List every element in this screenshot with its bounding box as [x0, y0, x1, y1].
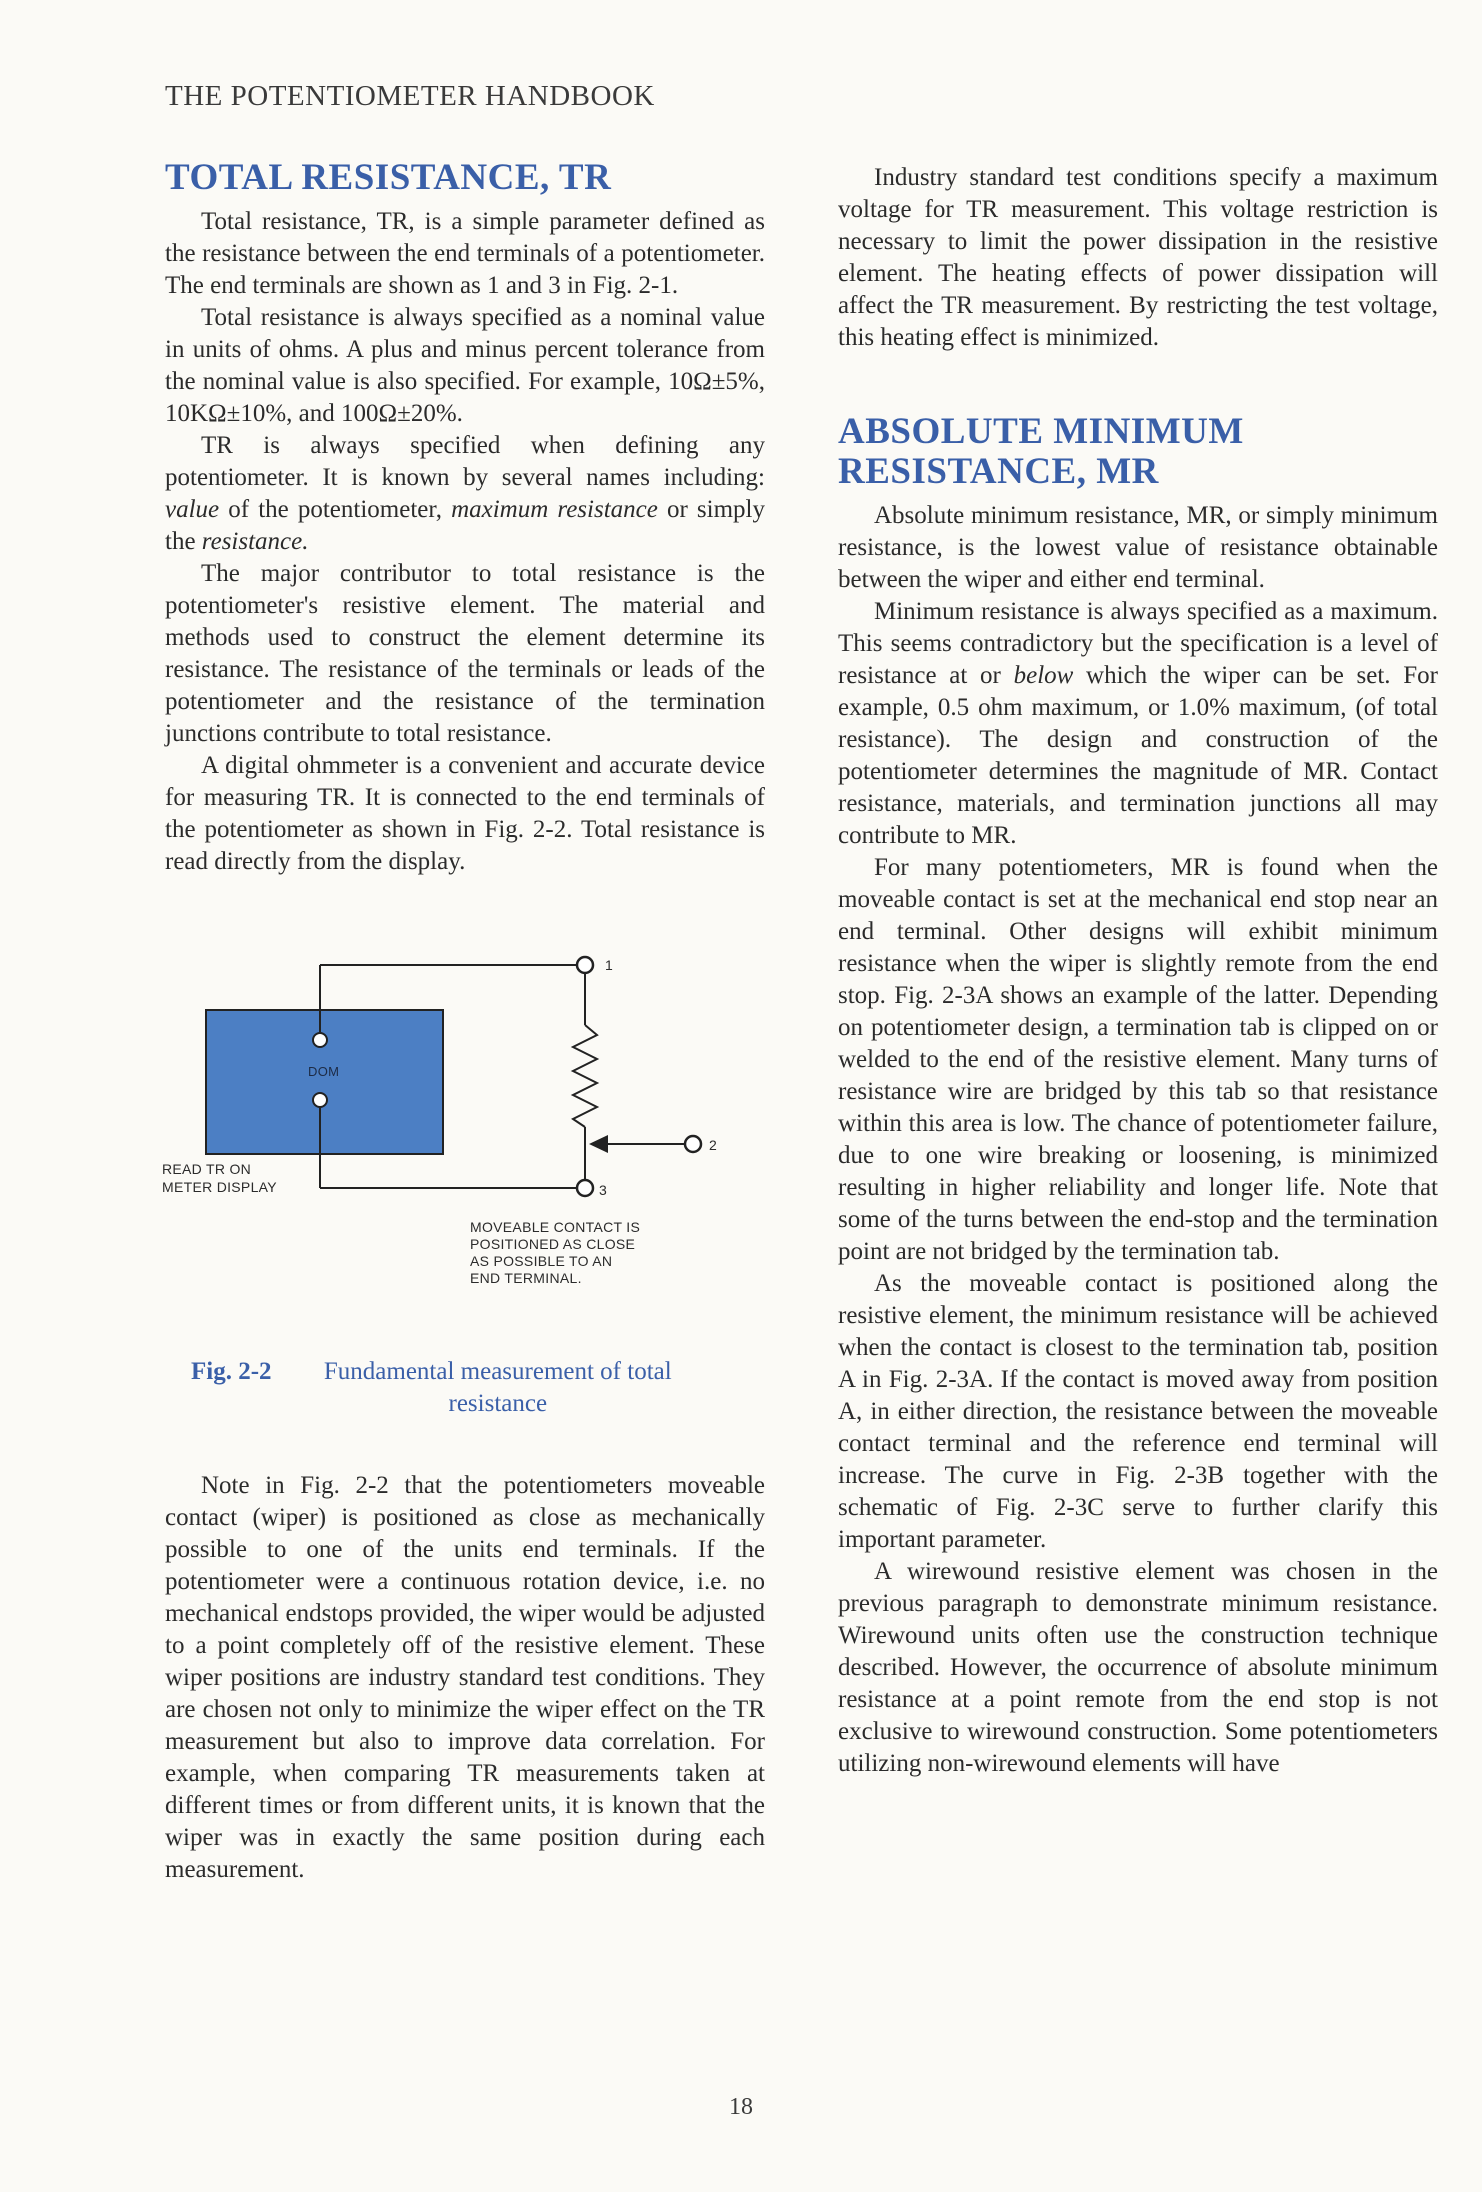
terminal-1	[577, 957, 593, 973]
meter-terminal-bottom	[313, 1093, 327, 1107]
paragraph: The major contributor to total resistance is the potentiometer's resistive element. The material and methods used to construct the element determine its resistance. The resistance of the terminals or leads of the potentiometer and the resistance of the termination junctions contribute to total resistance.	[165, 560, 765, 747]
section-heading-total-resistance: TOTAL RESISTANCE, TR	[165, 157, 612, 198]
terminal-1-label: 1	[605, 957, 614, 973]
paragraph: Absolute minimum resistance, MR, or simply minimum resistance, is the lowest value of resistance obtainable between the wiper and either end terminal.	[838, 502, 1438, 593]
wiper-note-line-3: AS POSSIBLE TO AN	[470, 1253, 613, 1269]
running-head: THE POTENTIOMETER HANDBOOK	[165, 80, 655, 112]
figure-caption-label: Fig. 2-2	[191, 1358, 272, 1385]
paragraph: TR is always specified when defining any potentiometer. It is known by several names including: value of the potentiometer, maximum resistance or simply the resistance.	[165, 432, 765, 555]
paragraph: Total resistance is always specified as a nominal value in units of ohms. A plus and minus percent tolerance from the nominal value is also specified. For example, 10Ω±5%, 10KΩ±10%, and 100Ω±20%.	[165, 304, 765, 427]
paragraph: Note in Fig. 2-2 that the potentiometers moveable contact (wiper) is positioned as close as mechanically possible to one of the units end terminals. If the potentiometer were a continuous rotation device, i.e. no mechanical endstops provided, the wiper would be adjusted to a point completely off of the resistive element. These wiper positions are industry standard test conditions. They are chosen not only to minimize the wiper effect on the TR measurement but also to improve data correlation. For example, when comparing TR measurements taken at different times or from different units, it is known that the wiper was in exactly the same position during each measurement.	[165, 1472, 765, 1883]
figure-caption-text: Fundamental measurement of total resistance	[323, 1358, 672, 1417]
read-label-line-2: METER DISPLAY	[162, 1179, 277, 1195]
right-column	[838, 162, 1438, 1780]
terminal-2	[685, 1136, 701, 1152]
paragraph: A wirewound resistive element was chosen in the previous paragraph to demonstrate minimum resistance. Wirewound units often use the construction technique described. However, the occurrence of absolute minimum resistance at a point remote from the end stop is not exclusive to wirewound construction. Some potentiometers utilizing non-wirewound elements will have	[838, 1558, 1438, 1777]
meter-terminal-top	[313, 1033, 327, 1047]
terminal-3	[577, 1180, 593, 1196]
page-number: 18	[729, 2094, 753, 2120]
wiper-note-line-4: END TERMINAL.	[470, 1270, 582, 1286]
left-column	[162, 157, 765, 1886]
paragraph: Minimum resistance is always specified as a maximum. This seems contradictory but the specification is a level of resistance at or below which the wiper can be set. For example, 0.5 ohm maximum, or 1.0% maximum, (of total resistance). The design and construction of the potentiometer determines the magnitude of MR. Contact resistance, materials, and termination junctions all may contribute to MR.	[838, 598, 1438, 849]
meter-label: DOM	[308, 1064, 340, 1079]
figure-2-2-diagram	[160, 950, 760, 1340]
ohmmeter-box	[206, 1010, 443, 1154]
wiper-note-line-1: MOVEABLE CONTACT IS	[470, 1219, 641, 1235]
terminal-2-label: 2	[709, 1137, 718, 1153]
resistor-zigzag	[573, 1025, 597, 1127]
paragraph: A digital ohmmeter is a convenient and accurate device for measuring TR. It is connected to the end terminals of the potentiometer as shown in Fig. 2-2. Total resistance is read directly from the display.	[165, 752, 765, 875]
terminal-3-label: 3	[599, 1182, 608, 1198]
paragraph: As the moveable contact is positioned along the resistive element, the minimum resistance will be achieved when the contact is closest to the termination tab, position A in Fig. 2-3A. If the contact is moved away from position A, in either direction, the resistance between the moveable contact terminal and the reference end terminal will increase. The curve in Fig. 2-3B together with the schematic of Fig. 2-3C serve to further clarify this important parameter.	[838, 1270, 1438, 1553]
wiper-arrow	[589, 1135, 608, 1153]
wiper-note-line-2: POSITIONED AS CLOSE	[470, 1236, 636, 1252]
paragraph: Industry standard test conditions specify a maximum voltage for TR measurement. This voltage restriction is necessary to limit the power dissipation in the resistive element. The heating effects of power dissipation will affect the TR measurement. By restricting the test voltage, this heating effect is minimized.	[838, 164, 1438, 351]
figure-caption	[191, 1356, 765, 1420]
read-label-line-1: READ TR ON	[162, 1161, 252, 1177]
section-heading-absolute-minimum-resistance: ABSOLUTE MINIMUM RESISTANCE, MR	[838, 411, 1244, 492]
paragraph: Total resistance, TR, is a simple parameter defined as the resistance between the end terminals of a potentiometer. The end terminals are shown as 1 and 3 in Fig. 2-1.	[165, 208, 765, 299]
paragraph: For many potentiometers, MR is found when the moveable contact is set at the mechanical end stop near an end terminal. Other designs will exhibit minimum resistance when the wiper is slightly remote from the end stop. Fig. 2-3A shows an example of the latter. Depending on potentiometer design, a termination tab is clipped on or welded to the end of the resistive element. Many turns of resistance wire are bridged by this tab so that resistance within this area is low. The chance of potentiometer failure, due to one wire breaking or loosening, is minimized resulting in higher reliability and longer life. Note that some of the turns between the end-stop and the termination point are not bridged by the termination tab.	[838, 854, 1438, 1265]
